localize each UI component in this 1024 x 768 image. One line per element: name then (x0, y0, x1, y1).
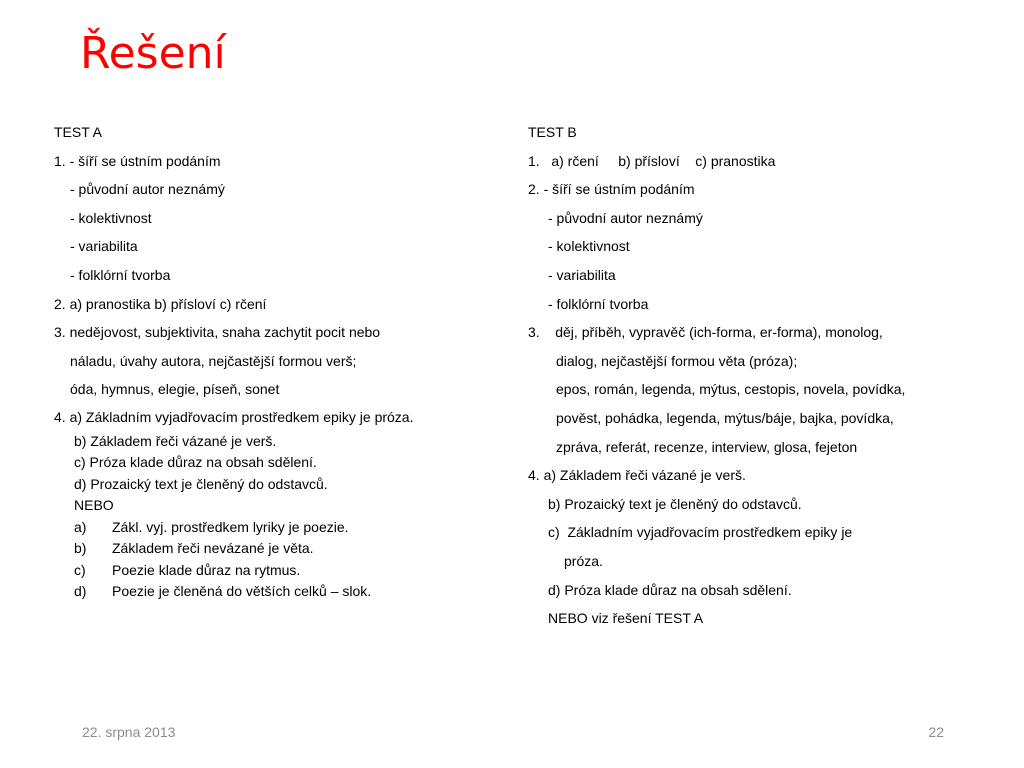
test-b-line: próza. (564, 552, 603, 569)
page-number: 22 (928, 724, 944, 740)
test-a-line: - variabilita (70, 238, 138, 255)
test-b-line: pověst, pohádka, legenda, mýtus/báje, bajka, povídka, (556, 409, 894, 426)
test-b-line: d) Próza klade důraz na obsah sdělení. (548, 581, 792, 598)
test-b-line: 1. a) rčení b) přísloví c) pranostika (528, 152, 776, 169)
test-a-line: - kolektivnost (70, 209, 152, 226)
slide-title: Řešení (80, 28, 226, 79)
list-item (54, 538, 413, 560)
test-b-line: 2. - šíří se ústním podáním (528, 181, 695, 198)
test-a-line: NEBO (74, 497, 114, 514)
test-a-column (54, 118, 413, 603)
test-b-line: - variabilita (548, 266, 616, 283)
test-a-line: d) Prozaický text je členěný do odstavců. (74, 475, 328, 492)
test-b-line: b) Prozaický text je členěný do odstavců. (548, 495, 802, 512)
test-b-line: c) Základním vyjadřovacím prostředkem epiky je (548, 524, 853, 541)
test-b-line: NEBO viz řešení TEST A (548, 610, 704, 627)
test-a-heading: TEST A (54, 124, 102, 140)
test-b-heading: TEST B (528, 124, 577, 140)
test-b-column (528, 118, 905, 633)
test-a-line: 2. a) pranostika b) přísloví c) rčení (54, 295, 267, 312)
test-b-line: 4. a) Základem řeči vázané je verš. (528, 467, 746, 484)
test-a-line: óda, hymnus, elegie, píseň, sonet (70, 381, 280, 398)
test-a-line: 4. a) Základním vyjadřovacím prostředkem epiky je próza. (54, 408, 414, 425)
test-b-line: - původní autor neznámý (548, 209, 703, 226)
test-a-line: 1. - šíří se ústním podáním (54, 152, 221, 169)
test-a-line: c) Próza klade důraz na obsah sdělení. (74, 454, 317, 471)
test-b-line: - folklórní tvorba (548, 295, 649, 312)
list-marker: d) (74, 583, 87, 600)
test-a-line: b) Základem řeči vázané je verš. (74, 432, 277, 449)
list-item (54, 581, 413, 603)
test-a-line: - původní autor neznámý (70, 181, 225, 198)
test-b-line: zpráva, referát, recenze, interview, glosa, fejeton (556, 438, 858, 455)
test-a-line: náladu, úvahy autora, nejčastější formou verš; (70, 352, 357, 369)
list-text: Zákl. vyj. prostředkem lyriky je poezie. (112, 518, 349, 535)
test-b-line: 3. děj, příběh, vypravěč (ich-forma, er-forma), monolog, (528, 324, 883, 341)
list-text: Poezie klade důraz na rytmus. (112, 561, 301, 578)
list-text: Poezie je členěná do větších celků – slok. (112, 583, 372, 600)
test-a-line: 3. nedějovost, subjektivita, snaha zachytit pocit nebo (54, 324, 381, 341)
footer-date: 22. srpna 2013 (82, 724, 176, 740)
list-item (54, 517, 413, 539)
test-b-line: - kolektivnost (548, 238, 630, 255)
list-marker: b) (74, 540, 87, 557)
list-item (54, 560, 413, 582)
test-a-line: - folklórní tvorba (70, 266, 171, 283)
test-b-line: epos, román, legenda, mýtus, cestopis, novela, povídka, (556, 381, 906, 398)
list-text: Základem řeči nevázané je věta. (112, 540, 314, 557)
list-marker: c) (74, 561, 86, 578)
list-marker: a) (74, 518, 87, 535)
test-b-line: dialog, nejčastější formou věta (próza); (556, 352, 798, 369)
